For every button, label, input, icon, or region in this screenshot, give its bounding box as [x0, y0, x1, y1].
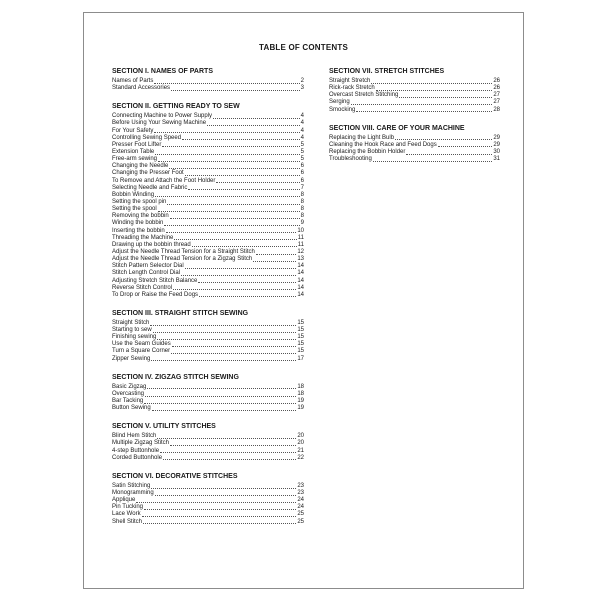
toc-entry [112, 455, 304, 462]
toc-entry-page: 26 [493, 85, 500, 92]
toc-entry [112, 334, 304, 341]
toc-entry-label: Monogramming [112, 490, 154, 497]
toc-entry-label: Free-arm sewing [112, 156, 158, 163]
toc-entry-label: Stitch Length Control Dial [112, 270, 181, 277]
toc-entry-label: Standard Accessories [112, 85, 171, 92]
toc-entry [112, 448, 304, 455]
toc-entry-label: Pin Tucking [112, 504, 144, 511]
toc-entry-label: Straight Stretch [329, 77, 371, 84]
dot-leader [399, 97, 492, 98]
dot-leader [173, 289, 296, 290]
toc-entry [112, 511, 304, 518]
dot-leader [153, 332, 297, 333]
toc-entry-label: Drawing up the bobbin thread [112, 241, 191, 248]
toc-entry-label: Multiple Zigzag Stitch [112, 440, 170, 447]
toc-entry [329, 142, 500, 149]
toc-entry-page: 8 [300, 206, 304, 213]
toc-entry-label: Corded Buttonhole [112, 454, 163, 461]
dot-leader [373, 161, 493, 162]
toc-entry-page: 6 [300, 177, 304, 184]
toc-entry-page: 10 [297, 227, 304, 234]
toc-entry [112, 192, 304, 199]
toc-entry-label: Turn a Square Corner [112, 348, 171, 355]
toc-entry-page: 15 [297, 334, 304, 341]
toc-entry [112, 249, 304, 256]
toc-entry-label: Straight Stitch [112, 319, 150, 326]
toc-entry [329, 99, 500, 106]
toc-entry-page: 13 [297, 256, 304, 263]
toc-entry [112, 185, 304, 192]
toc-entry-page: 19 [297, 398, 304, 405]
toc-entry [112, 483, 304, 490]
toc-entry-label: To Drop or Raise the Feed Dogs [112, 291, 199, 298]
toc-entry-label: Zipper Sewing [112, 355, 151, 362]
toc-entry [112, 433, 304, 440]
section-heading: SECTION VIII. CARE OF YOUR MACHINE [329, 124, 465, 132]
toc-entry-page: 12 [297, 248, 304, 255]
toc-entry-page: 8 [300, 191, 304, 198]
toc-entry [112, 128, 304, 135]
toc-entry [112, 149, 304, 156]
dot-leader [188, 189, 299, 190]
toc-entry-label: Threading the Machine [112, 234, 174, 241]
toc-entry-label: Blind Hem Stitch [112, 433, 157, 440]
toc-entry-label: Cleaning the Hook Race and Feed Dogs [329, 141, 437, 148]
toc-entry-label: Presser Foot Lifter [112, 141, 162, 148]
dot-leader [198, 282, 296, 283]
toc-entry-page: 24 [297, 497, 304, 504]
toc-entry-page: 6 [300, 170, 304, 177]
toc-entry-label: Use the Seam Guides [112, 341, 171, 348]
toc-entry-label: Extension Table [112, 148, 155, 155]
dot-leader [182, 139, 300, 140]
toc-entry-label: Changing the Presser Foot [112, 170, 184, 177]
toc-entry [112, 292, 304, 299]
dot-leader [166, 232, 297, 233]
toc-entry-page: 29 [493, 134, 500, 141]
toc-entry [112, 242, 304, 249]
toc-entry [112, 199, 304, 206]
toc-entry-label: Finishing sewing [112, 334, 157, 341]
toc-entry [112, 278, 304, 285]
toc-entry-label: Shell Stitch [112, 518, 143, 525]
dot-leader [171, 90, 300, 91]
toc-entry [112, 341, 304, 348]
toc-entry [329, 149, 500, 156]
dot-leader [143, 523, 296, 524]
toc-entry-page: 5 [300, 141, 304, 148]
toc-entry-page: 19 [297, 405, 304, 412]
toc-entry [112, 497, 304, 504]
manual-page [83, 12, 524, 589]
toc-entry [112, 263, 304, 270]
toc-entry [329, 156, 500, 163]
toc-entry [112, 113, 304, 120]
toc-entry-page: 14 [297, 270, 304, 277]
toc-entry [112, 178, 304, 185]
toc-entry-label: Overcasting [112, 390, 145, 397]
toc-entry-page: 23 [297, 482, 304, 489]
toc-entry [112, 170, 304, 177]
toc-entry [112, 398, 304, 405]
toc-entry-label: Starting to sew [112, 327, 152, 334]
toc-entry [112, 285, 304, 292]
toc-entry-page: 4 [300, 113, 304, 120]
toc-entry [112, 213, 304, 220]
toc-entry [112, 142, 304, 149]
toc-entry [112, 256, 304, 263]
toc-entry-page: 27 [493, 99, 500, 106]
toc-entry-label: Adjust the Needle Thread Tension for a Zigzag Stitch [112, 256, 253, 263]
toc-entry [329, 107, 500, 114]
toc-entry-label: Replacing the Light Bulb [329, 134, 395, 141]
toc-entry [112, 504, 304, 511]
toc-entry [112, 384, 304, 391]
toc-entry-page: 20 [297, 433, 304, 440]
dot-leader [395, 139, 492, 140]
toc-entry-label: Selecting Needle and Fabric [112, 184, 188, 191]
toc-entry-page: 25 [297, 511, 304, 518]
toc-entry [329, 78, 500, 85]
dot-leader [155, 495, 297, 496]
toc-entry [112, 356, 304, 363]
dot-leader [253, 261, 296, 262]
section-heading: SECTION VI. DECORATIVE STITCHES [112, 472, 238, 480]
section-heading: SECTION IV. ZIGZAG STITCH SEWING [112, 373, 239, 381]
toc-entry-page: 21 [297, 447, 304, 454]
toc-entry [112, 349, 304, 356]
toc-entry [329, 92, 500, 99]
toc-entry-label: Button Sewing [112, 405, 151, 412]
toc-entry [112, 206, 304, 213]
dot-leader [376, 90, 493, 91]
dot-leader [157, 438, 296, 439]
toc-entry-page: 11 [297, 241, 304, 248]
dot-leader [256, 254, 296, 255]
toc-entry [112, 78, 304, 85]
toc-entry-page: 26 [493, 77, 500, 84]
toc-entry-page: 2 [300, 77, 304, 84]
toc-entry-label: Winding the bobbin [112, 220, 164, 227]
toc-entry-page: 14 [297, 284, 304, 291]
toc-entry-label: Basic Zigzag [112, 383, 147, 390]
dot-leader [169, 168, 299, 169]
dot-leader [406, 154, 492, 155]
toc-entry-page: 17 [297, 355, 304, 362]
toc-entry [329, 135, 500, 142]
toc-entry-label: Controlling Sewing Speed [112, 134, 182, 141]
toc-entry-page: 20 [297, 440, 304, 447]
toc-entry-page: 11 [297, 234, 304, 241]
toc-entry-label: Removing the bobbin [112, 213, 169, 220]
toc-entry-page: 25 [297, 518, 304, 525]
dot-leader [174, 239, 296, 240]
toc-entry-page: 23 [297, 490, 304, 497]
toc-entry-page: 24 [297, 504, 304, 511]
toc-entry-label: To Remove and Attach the Foot Holder [112, 177, 216, 184]
dot-leader [155, 196, 300, 197]
toc-entry [112, 490, 304, 497]
toc-entry-page: 14 [297, 263, 304, 270]
toc-entry-page: 14 [297, 277, 304, 284]
toc-entry-page: 15 [297, 348, 304, 355]
toc-entry-label: Reverse Stitch Control [112, 284, 173, 291]
toc-entry [112, 85, 304, 92]
toc-entry [112, 327, 304, 334]
dot-leader [151, 488, 296, 489]
toc-right-column [329, 67, 500, 173]
toc-section [329, 67, 500, 114]
toc-entry-label: Before Using Your Sewing Machine [112, 120, 207, 127]
toc-entry-page: 8 [300, 213, 304, 220]
dot-leader [192, 246, 297, 247]
toc-entry-label: For Your Safety [112, 127, 154, 134]
toc-entry-label: Setting the spool pin [112, 198, 167, 205]
toc-entry [112, 228, 304, 235]
toc-entry-page: 7 [300, 184, 304, 191]
dot-leader [142, 516, 297, 517]
toc-entry-label: Troubleshooting [329, 156, 372, 163]
toc-entry [112, 235, 304, 242]
toc-entry-label: Setting the spool [112, 206, 157, 213]
toc-entry-page: 3 [300, 85, 304, 92]
toc-entry [112, 163, 304, 170]
dot-leader [147, 388, 296, 389]
toc-entry-label: Lace Work [112, 511, 141, 518]
dot-leader [158, 211, 300, 212]
dot-leader [170, 445, 296, 446]
dot-leader [207, 125, 300, 126]
dot-leader [152, 410, 297, 411]
dot-leader [171, 353, 296, 354]
toc-entry-page: 31 [493, 156, 500, 163]
toc-section [112, 102, 304, 299]
page-title: TABLE OF CONTENTS [258, 43, 349, 52]
toc-entry [112, 320, 304, 327]
dot-leader [185, 175, 300, 176]
dot-leader [213, 118, 300, 119]
toc-section [112, 373, 304, 413]
toc-entry-page: 5 [300, 148, 304, 155]
toc-entry-label: Replacing the Bobbin Holder [329, 148, 406, 155]
toc-entry [112, 440, 304, 447]
toc-entry [112, 405, 304, 412]
dot-leader [371, 83, 492, 84]
toc-entry [112, 391, 304, 398]
toc-entry [329, 85, 500, 92]
dot-leader [154, 132, 299, 133]
section-heading: SECTION V. UTILITY STITCHES [112, 423, 216, 431]
toc-entry-page: 4 [300, 120, 304, 127]
toc-section [329, 124, 500, 164]
toc-entry-label: Connecting Machine to Power Supply [112, 113, 213, 120]
toc-entry-label: Rick-rack Stretch [329, 85, 375, 92]
toc-entry [112, 519, 304, 526]
dot-leader [185, 268, 297, 269]
toc-section [112, 67, 304, 92]
toc-entry [112, 135, 304, 142]
toc-entry-label: Changing the Needle [112, 163, 169, 170]
toc-entry-label: Stitch Pattern Selector Dial [112, 263, 184, 270]
dot-leader [144, 509, 296, 510]
dot-leader [155, 154, 299, 155]
toc-entry-page: 4 [300, 127, 304, 134]
dot-leader [164, 225, 299, 226]
toc-entry-label: Overcast Stretch Stitching [329, 92, 399, 99]
toc-entry-page: 28 [493, 106, 500, 113]
dot-leader [163, 459, 296, 460]
dot-leader [151, 360, 296, 361]
toc-section [112, 472, 304, 526]
toc-entry-page: 6 [300, 163, 304, 170]
dot-leader [199, 296, 296, 297]
toc-entry-label: Satin Stitching [112, 482, 151, 489]
toc-entry-label: Adjusting Stretch Stitch Balance [112, 277, 198, 284]
toc-entry-page: 9 [300, 220, 304, 227]
toc-entry-label: Serging [329, 99, 350, 106]
section-heading: SECTION VII. STRETCH STITCHES [329, 68, 445, 75]
toc-entry [112, 270, 304, 277]
dot-leader [150, 325, 296, 326]
dot-leader [172, 346, 297, 347]
dot-leader [170, 218, 300, 219]
toc-section [112, 422, 304, 462]
section-heading: SECTION III. STRAIGHT STITCH SEWING [112, 309, 249, 317]
dot-leader [438, 146, 493, 147]
dot-leader [162, 146, 299, 147]
dot-leader [216, 182, 299, 183]
toc-left-column [112, 67, 304, 536]
dot-leader [154, 83, 299, 84]
toc-entry-label: Inserting the bobbin [112, 227, 165, 234]
dot-leader [160, 452, 296, 453]
toc-entry-label: Bar Tacking [112, 398, 144, 405]
toc-entry-label: Smocking [329, 106, 356, 113]
dot-leader [356, 111, 492, 112]
dot-leader [351, 104, 493, 105]
toc-entry-page: 22 [297, 454, 304, 461]
toc-entry-page: 15 [297, 341, 304, 348]
toc-entry [112, 156, 304, 163]
toc-entry-page: 15 [297, 319, 304, 326]
section-heading: SECTION I. NAMES OF PARTS [112, 68, 213, 75]
dot-leader [158, 161, 300, 162]
toc-entry-label: Names of Parts [112, 77, 154, 84]
toc-entry-page: 29 [493, 141, 500, 148]
dot-leader [136, 502, 296, 503]
dot-leader [167, 204, 299, 205]
toc-entry-page: 5 [300, 156, 304, 163]
dot-leader [181, 275, 296, 276]
toc-entry-page: 30 [493, 148, 500, 155]
toc-entry-page: 18 [297, 390, 304, 397]
dot-leader [144, 403, 296, 404]
toc-entry-page: 4 [300, 134, 304, 141]
toc-entry-label: 4-step Buttonhole [112, 447, 160, 454]
toc-entry [112, 220, 304, 227]
toc-section [112, 309, 304, 363]
toc-entry-page: 15 [297, 327, 304, 334]
toc-entry-label: Adjust the Needle Thread Tension for a Straight Stitch [112, 248, 255, 255]
section-heading: SECTION II. GETTING READY TO SEW [112, 103, 240, 111]
dot-leader [157, 339, 296, 340]
toc-entry [112, 120, 304, 127]
toc-entry-page: 8 [300, 198, 304, 205]
toc-entry-page: 18 [297, 383, 304, 390]
toc-entry-page: 27 [493, 92, 500, 99]
dot-leader [145, 396, 296, 397]
toc-entry-label: Applique [112, 497, 136, 504]
toc-entry-label: Bobbin Winding [112, 191, 155, 198]
toc-entry-page: 14 [297, 291, 304, 298]
